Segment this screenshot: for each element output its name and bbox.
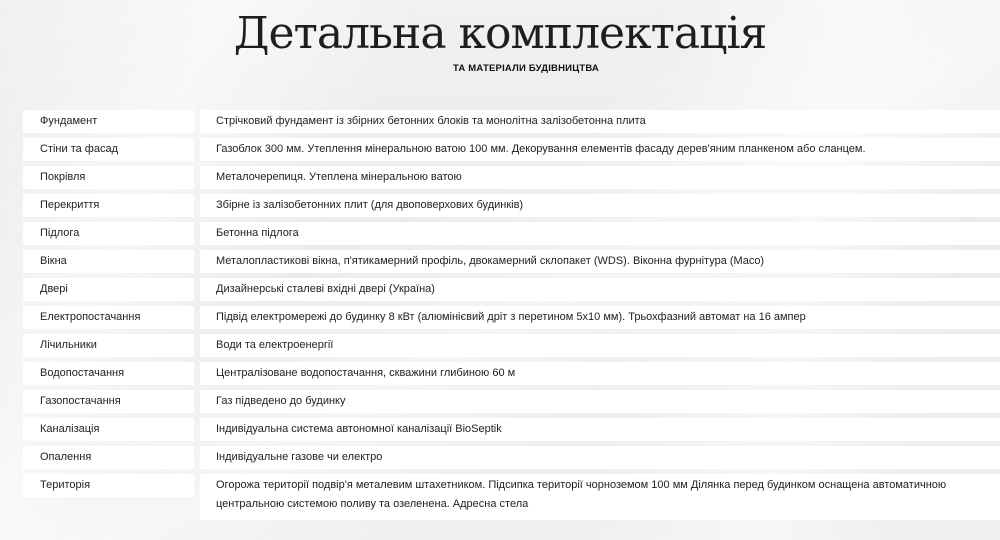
specs-table	[23, 110, 1000, 525]
spec-row-sewage	[23, 418, 1000, 441]
page-subtitle: ТА МАТЕРІАЛИ БУДІВНИЦТВА	[453, 63, 599, 74]
spec-label: Газопостачання	[23, 390, 194, 413]
spec-row-gas	[23, 390, 1000, 413]
spec-label: Двері	[23, 278, 194, 301]
spec-value: Підвід електромережі до будинку 8 кВт (алюмінієвий дріт з перетином 5х10 мм). Трьохфазний автомат на 16 ампер	[200, 306, 1000, 329]
spec-row-heating	[23, 446, 1000, 469]
spec-row-territory	[23, 474, 1000, 520]
spec-label: Підлога	[23, 222, 194, 245]
spec-row-ceiling	[23, 194, 1000, 217]
spec-label: Каналізація	[23, 418, 194, 441]
spec-value: Збірне із залізобетонних плит (для двоповерхових будинків)	[200, 194, 1000, 217]
spec-label: Опалення	[23, 446, 194, 469]
spec-label: Покрівля	[23, 166, 194, 189]
spec-label: Електропостачання	[23, 306, 194, 329]
spec-row-doors	[23, 278, 1000, 301]
spec-row-windows	[23, 250, 1000, 273]
spec-label: Стіни та фасад	[23, 138, 194, 161]
spec-value: Індивідуальне газове чи електро	[200, 446, 1000, 469]
spec-value: Води та електроенергії	[200, 334, 1000, 357]
spec-row-meters	[23, 334, 1000, 357]
spec-value: Індивідуальна система автономної каналізації BioSeptik	[200, 418, 1000, 441]
spec-row-water	[23, 362, 1000, 385]
spec-row-electricity	[23, 306, 1000, 329]
spec-value: Централізоване водопостачання, скважини глибиною 60 м	[200, 362, 1000, 385]
spec-value: Металопластикові вікна, п'ятикамерний профіль, двокамерний склопакет (WDS). Віконна фурнітура (Maco)	[200, 250, 1000, 273]
spec-label: Вікна	[23, 250, 194, 273]
spec-row-roof	[23, 166, 1000, 189]
spec-value: Дизайнерські сталеві вхідні двері (Україна)	[200, 278, 1000, 301]
spec-row-walls	[23, 138, 1000, 161]
spec-value: Газ підведено до будинку	[200, 390, 1000, 413]
spec-value: Огорожа території подвір'я металевим штахетником. Підсипка території чорноземом 100 мм Ділянка перед будинком оснащена автоматичною центральною системою поливу та озеленена. Адресна стела	[200, 474, 1000, 520]
spec-value: Стрічковий фундамент із збірних бетонних блоків та монолітна залізобетонна плита	[200, 110, 1000, 133]
spec-label: Перекриття	[23, 194, 194, 217]
spec-value: Бетонна підлога	[200, 222, 1000, 245]
page-title: Детальна комплектація	[233, 8, 767, 59]
spec-label: Лічильники	[23, 334, 194, 357]
spec-value: Газоблок 300 мм. Утеплення мінеральною ватою 100 мм. Декорування елементів фасаду дерев'яним планкеном або сланцем.	[200, 138, 1000, 161]
spec-row-foundation	[23, 110, 1000, 133]
spec-label: Територія	[23, 474, 194, 497]
spec-label: Водопостачання	[23, 362, 194, 385]
spec-value: Металочерепиця. Утеплена мінеральною ватою	[200, 166, 1000, 189]
spec-row-floor	[23, 222, 1000, 245]
spec-label: Фундамент	[23, 110, 194, 133]
